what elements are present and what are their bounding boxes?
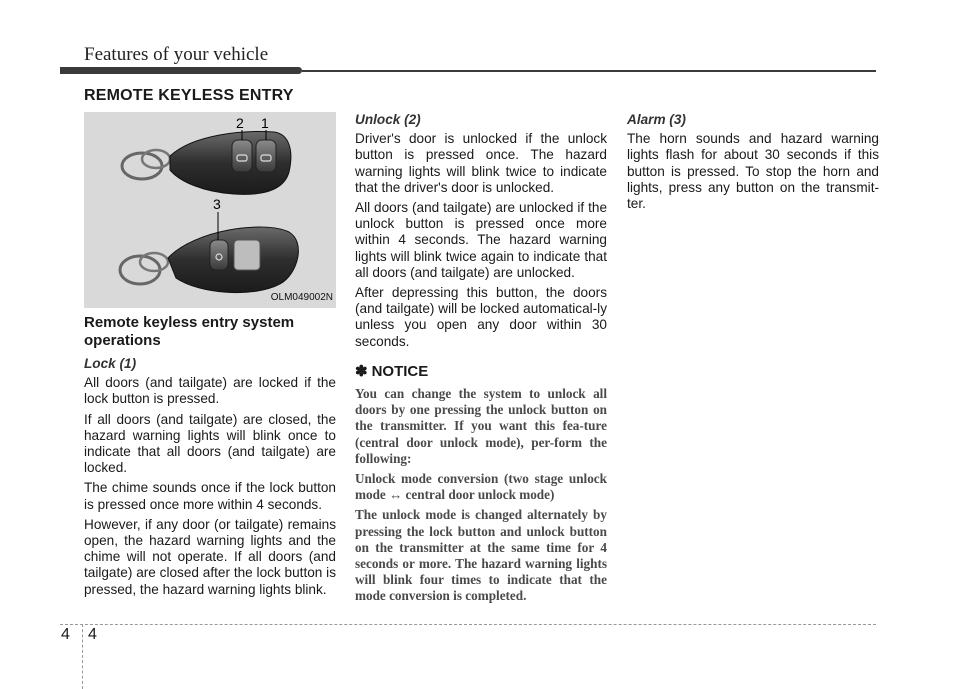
- paragraph: All doors (and tailgate) are locked if the lock button is pressed.: [84, 375, 336, 407]
- column-middle: [355, 112, 607, 609]
- column-right: [627, 112, 879, 216]
- callout-3: 3: [213, 196, 221, 212]
- page-number: 4: [88, 626, 97, 643]
- unlock-title: Unlock (2): [355, 112, 421, 127]
- paragraph: If all doors (and tailgate) are closed, the hazard warning lights will blink once to indicate that all doors (and tailgate) are locked.: [84, 411, 336, 476]
- key-fob-figure: [84, 112, 336, 308]
- page-number-chapter: 4: [61, 626, 70, 643]
- figure-caption: OLM049002N: [270, 291, 333, 303]
- notice-paragraph: Unlock mode conversion (two stage unlock mode ↔ central door unlock mode): [355, 471, 607, 503]
- notice-heading: [355, 364, 607, 380]
- notice-paragraph: The unlock mode is changed alternately by pressing the lock button and unlock button on the transmitter at the same time for 4 seconds or more. The hazard warning lights will blink four times to indicate that the mode conversion is completed.: [355, 507, 607, 604]
- column-left: [84, 112, 336, 602]
- notice-paragraph: You can change the system to unlock all doors by one pressing the unlock button on the transmitter. If you want this fea-ture (central door unlock mode), per-form the following:: [355, 386, 607, 466]
- paragraph: All doors (and tailgate) are unlocked if the unlock button is pressed once more within 4 seconds. The hazard warning lights will blink twice again to indicate that all doors (and tailgate) are unlocked.: [355, 200, 607, 280]
- paragraph: The chime sounds once if the lock button is pressed once more within 4 seconds.: [84, 480, 336, 512]
- paragraph: Driver's door is unlocked if the unlock button is pressed once. The hazard warning lights will blink twice to indicate that the driver's door is unlocked.: [355, 131, 607, 195]
- callout-1: 1: [261, 115, 269, 131]
- lock-button: [256, 140, 276, 172]
- paragraph: After depressing this button, the doors (and tailgate) will be locked automatical-ly unless you open any door within 30 seconds.: [355, 285, 607, 349]
- paragraph: The horn sounds and hazard warning lights flash for about 30 seconds if this button is pressed. To stop the horn and lights, press any button on the transmit-ter.: [627, 131, 879, 212]
- callout-2: 2: [236, 115, 244, 131]
- header-rule: [302, 70, 876, 72]
- key-fob-illustration: [84, 112, 336, 308]
- header-bar: [60, 67, 302, 74]
- notice-icon: ✽: [355, 362, 368, 380]
- key-fob-bottom: [168, 227, 298, 293]
- alarm-title: Alarm (3): [627, 112, 686, 127]
- unlock-button: [232, 140, 252, 172]
- chapter-title: Features of your vehicle: [84, 44, 269, 65]
- footer-rule: [60, 624, 876, 625]
- alarm-button: [210, 240, 228, 270]
- footer-divider: [82, 624, 83, 689]
- paragraph: However, if any door (or tailgate) remains open, the hazard warning lights and the chime will not operate. If all doors (and tailgate) are closed after the lock button is pressed, the hazard warning lights blink.: [84, 516, 336, 597]
- section-title: REMOTE KEYLESS ENTRY: [84, 87, 294, 104]
- subsection-heading: Remote keyless entry system operations: [84, 314, 295, 349]
- fob-panel: [234, 240, 260, 270]
- lock-title: Lock (1): [84, 356, 137, 371]
- notice-title: NOTICE: [371, 362, 429, 380]
